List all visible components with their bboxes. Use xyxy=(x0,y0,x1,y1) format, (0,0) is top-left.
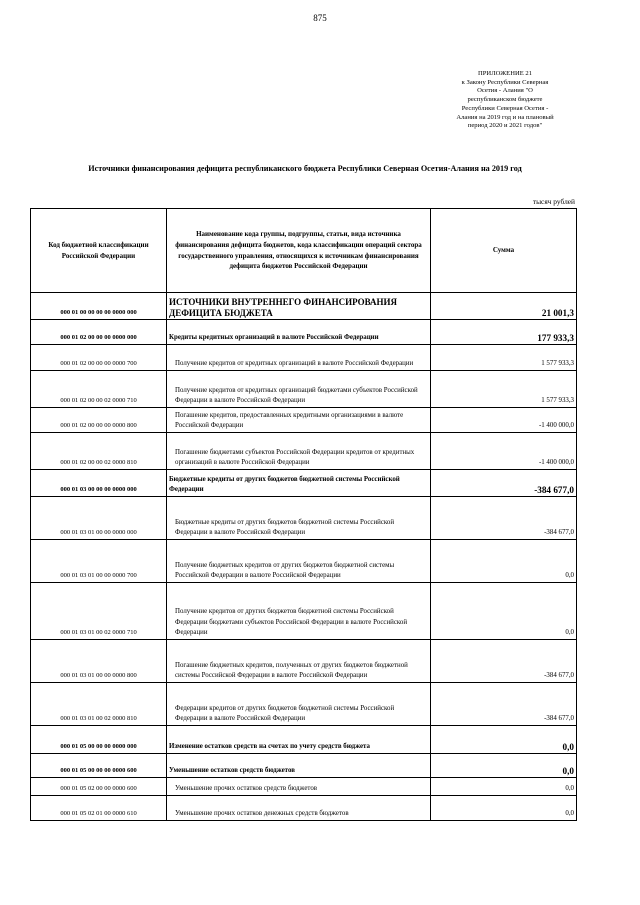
row-name: Получение кредитов от кредитных организаций бюджетами субъектов Российской Федерации в валюте Российской Федерации xyxy=(167,371,431,408)
table-row xyxy=(31,683,577,726)
table-header-row xyxy=(31,209,577,293)
row-code: 000 01 03 01 00 02 0000 810 xyxy=(31,683,167,726)
row-code: 000 01 02 00 00 00 0000 800 xyxy=(31,408,167,433)
table-row xyxy=(31,778,577,796)
row-code: 000 01 03 01 00 02 0000 710 xyxy=(31,583,167,640)
row-sum: 0,0 xyxy=(431,754,577,778)
row-name: Уменьшение прочих остатков денежных средств бюджетов xyxy=(167,796,431,821)
row-code: 000 01 03 01 00 00 0000 700 xyxy=(31,540,167,583)
appendix-line: ПРИЛОЖЕНИЕ 21 xyxy=(478,70,532,77)
financing-sources-table xyxy=(30,208,577,821)
row-sum: 0,0 xyxy=(431,778,577,796)
row-code: 000 01 03 01 00 00 0000 000 xyxy=(31,497,167,540)
row-code: 000 01 02 00 00 02 0000 710 xyxy=(31,371,167,408)
row-sum: -384 677,0 xyxy=(431,683,577,726)
table-row xyxy=(31,320,577,345)
row-name: Уменьшение прочих остатков средств бюджетов xyxy=(167,778,431,796)
row-name: Уменьшение остатков средств бюджетов xyxy=(167,754,431,778)
row-code: 000 01 05 02 01 00 0000 610 xyxy=(31,796,167,821)
table-row xyxy=(31,726,577,754)
row-name: Погашение кредитов, предоставленных кредитными организациями в валюте Российской Федерации xyxy=(167,408,431,433)
row-name: Федерации кредитов от других бюджетов бюджетной системы Российской Федерации в валюте Российской Федерации xyxy=(167,683,431,726)
table-row xyxy=(31,540,577,583)
table-row xyxy=(31,754,577,778)
header-sum: Сумма xyxy=(431,209,577,293)
row-name: Бюджетные кредиты от других бюджетов бюджетной системы Российской Федерации xyxy=(167,470,431,497)
row-code: 000 01 00 00 00 00 0000 000 xyxy=(31,293,167,320)
row-code: 000 01 03 01 00 00 0000 800 xyxy=(31,640,167,683)
row-sum: -1 400 000,0 xyxy=(431,408,577,433)
row-name: Получение бюджетных кредитов от других бюджетов бюджетной системы Российской Федерации в валюте Российской Федерации xyxy=(167,540,431,583)
row-code: 000 01 05 02 00 00 0000 600 xyxy=(31,778,167,796)
table-row xyxy=(31,345,577,371)
page-number: 875 xyxy=(313,13,327,23)
appendix-line: Осетия - Алания "О xyxy=(477,87,533,95)
row-sum: -384 677,0 xyxy=(431,470,577,497)
row-name: Получение кредитов от кредитных организаций в валюте Российской Федерации xyxy=(167,345,431,371)
row-sum: 0,0 xyxy=(431,726,577,754)
row-sum: -384 677,0 xyxy=(431,497,577,540)
row-sum: 0,0 xyxy=(431,583,577,640)
row-name: Изменение остатков средств на счетах по учету средств бюджета xyxy=(167,726,431,754)
appendix-line: республиканском бюджете xyxy=(467,96,543,104)
appendix-line: Республики Северная Осетия - xyxy=(461,104,549,112)
row-code: 000 01 03 00 00 00 0000 000 xyxy=(31,470,167,497)
row-code: 000 01 05 00 00 00 0000 000 xyxy=(31,726,167,754)
header-code: Код бюджетной классификации Российской Федерации xyxy=(31,209,167,293)
row-sum: -1 400 000,0 xyxy=(431,433,577,470)
row-sum: 1 577 933,3 xyxy=(431,371,577,408)
row-code: 000 01 02 00 00 02 0000 810 xyxy=(31,433,167,470)
row-name: Кредиты кредитных организаций в валюте Российской Федерации xyxy=(167,320,431,345)
appendix-line: к Закону Республики Северная xyxy=(461,78,549,86)
appendix-line: период 2020 и 2021 годов" xyxy=(467,122,543,130)
row-name: Погашение бюджетами субъектов Российской Федерации кредитов от кредитных организаций в валюте Российской Федерации xyxy=(167,433,431,470)
table-row xyxy=(31,293,577,320)
table-row xyxy=(31,796,577,821)
document-title: Источники финансирования дефицита республиканского бюджета Республики Северная Осетия-Алания на 2019 год xyxy=(88,164,522,173)
row-name: Получение кредитов от других бюджетов бюджетной системы Российской Федерации бюджетами субъектов Российской Федерации в валюте Российской Федерации xyxy=(167,583,431,640)
row-sum: 21 001,3 xyxy=(431,293,577,320)
table-row xyxy=(31,470,577,497)
table-row xyxy=(31,640,577,683)
table-row xyxy=(31,371,577,408)
row-name: Бюджетные кредиты от других бюджетов бюджетной системы Российской Федерации в валюте Российской Федерации xyxy=(167,497,431,540)
table-row xyxy=(31,497,577,540)
row-sum: -384 677,0 xyxy=(431,640,577,683)
unit-label: тысяч рублей xyxy=(532,197,575,206)
row-code: 000 01 02 00 00 00 0000 700 xyxy=(31,345,167,371)
appendix-note xyxy=(420,70,590,131)
table-row xyxy=(31,408,577,433)
row-sum: 177 933,3 xyxy=(431,320,577,345)
row-name: ИСТОЧНИКИ ВНУТРЕННЕГО ФИНАНСИРОВАНИЯ ДЕФИЦИТА БЮДЖЕТА xyxy=(167,293,431,320)
row-code: 000 01 05 00 00 00 0000 600 xyxy=(31,754,167,778)
row-sum: 0,0 xyxy=(431,540,577,583)
appendix-line: Алания на 2019 год и на плановый xyxy=(456,113,554,121)
table-row xyxy=(31,433,577,470)
table-row xyxy=(31,583,577,640)
row-sum: 0,0 xyxy=(431,796,577,821)
row-name: Погашение бюджетных кредитов, полученных от других бюджетов бюджетной системы Российской Федерации в валюте Российской Федерации xyxy=(167,640,431,683)
row-sum: 1 577 933,3 xyxy=(431,345,577,371)
row-code: 000 01 02 00 00 00 0000 000 xyxy=(31,320,167,345)
header-name: Наименование кода группы, подгруппы, статьи, вида источника финансирования дефицита бюджетов, кода классификации операций сектора государственного управления, относящихся к источникам финансирования дефицита бюджетов Российской Федерации xyxy=(167,209,431,293)
